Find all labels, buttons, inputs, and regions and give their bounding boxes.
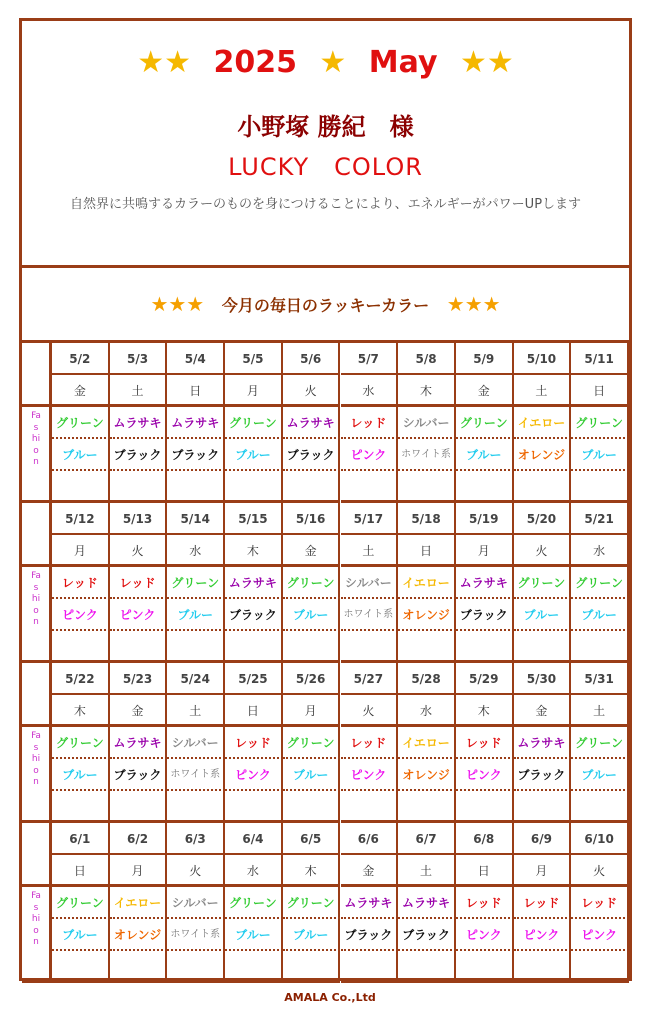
lucky-color-primary: グリーン (283, 887, 341, 919)
day-column (167, 503, 225, 663)
day-column (52, 503, 110, 663)
date-cell: 5/13 (110, 503, 168, 535)
day-column (283, 823, 341, 983)
blank-cell (514, 471, 572, 503)
day-columns (52, 343, 629, 503)
week-block (22, 663, 629, 823)
date-cell: 6/1 (52, 823, 110, 855)
lucky-color-primary: グリーン (225, 887, 283, 919)
lucky-color-primary: グリーン (571, 567, 629, 599)
sheet-header (22, 21, 629, 268)
lucky-color-primary: グリーン (52, 727, 110, 759)
day-column (110, 343, 168, 503)
weekday-cell: 金 (514, 695, 572, 727)
date-cell: 6/7 (398, 823, 456, 855)
day-column (398, 663, 456, 823)
date-cell: 5/8 (398, 343, 456, 375)
lucky-color-secondary: ピンク (110, 599, 168, 631)
week-block (22, 823, 629, 983)
day-column (52, 823, 110, 983)
lucky-color-secondary: ブラック (514, 759, 572, 791)
date-cell: 6/3 (167, 823, 225, 855)
weekday-cell: 木 (398, 375, 456, 407)
lucky-color-secondary: ブラック (225, 599, 283, 631)
lucky-color-primary: レッド (514, 887, 572, 919)
lucky-color-primary: ムラサキ (456, 567, 514, 599)
lucky-color-primary: グリーン (52, 887, 110, 919)
date-cell: 6/5 (283, 823, 341, 855)
side-blank-cell (22, 823, 52, 887)
blank-cell (283, 471, 341, 503)
lucky-color-secondary: ピンク (341, 439, 399, 471)
blank-cell (398, 631, 456, 663)
calendar-grid (22, 343, 629, 983)
blank-cell (571, 471, 629, 503)
lucky-color-primary: レッド (456, 887, 514, 919)
date-cell: 5/22 (52, 663, 110, 695)
lucky-color-primary: シルバー (167, 887, 225, 919)
day-column (283, 343, 341, 503)
date-cell: 6/4 (225, 823, 283, 855)
date-cell: 5/24 (167, 663, 225, 695)
star-icon-sub-right: ★★★ (446, 292, 501, 316)
day-column (341, 503, 399, 663)
day-column (225, 503, 283, 663)
side-blank-cell (22, 663, 52, 727)
lucky-color-secondary: ピンク (225, 759, 283, 791)
lucky-color-primary: グリーン (571, 727, 629, 759)
date-cell: 5/9 (456, 343, 514, 375)
weekday-cell: 土 (398, 855, 456, 887)
blank-cell (456, 631, 514, 663)
blank-cell (341, 951, 399, 983)
blank-cell (167, 631, 225, 663)
day-columns (52, 503, 629, 663)
fashion-label: Fashion (31, 731, 41, 787)
day-column (110, 663, 168, 823)
week-block (22, 503, 629, 663)
lucky-color-primary: ムラサキ (110, 727, 168, 759)
lucky-color-secondary: ブルー (456, 439, 514, 471)
day-columns (52, 663, 629, 823)
blank-cell (225, 471, 283, 503)
lucky-color-secondary: ブルー (52, 439, 110, 471)
star-icon-sub-left: ★★★ (150, 292, 205, 316)
blank-cell (167, 471, 225, 503)
lucky-color-primary: レッド (456, 727, 514, 759)
day-column (52, 663, 110, 823)
blank-cell (225, 791, 283, 823)
day-column (514, 823, 572, 983)
day-column (571, 663, 629, 823)
weekday-cell: 火 (571, 855, 629, 887)
blank-cell (398, 951, 456, 983)
blank-cell (167, 791, 225, 823)
lucky-color-secondary: ピンク (571, 919, 629, 951)
day-column (456, 823, 514, 983)
weekday-cell: 土 (110, 375, 168, 407)
blank-cell (283, 951, 341, 983)
lucky-color-secondary: ブルー (283, 759, 341, 791)
weekday-cell: 日 (398, 535, 456, 567)
date-cell: 6/10 (571, 823, 629, 855)
day-column (456, 503, 514, 663)
date-cell: 5/23 (110, 663, 168, 695)
lucky-color-secondary: ブラック (167, 439, 225, 471)
lucky-color-secondary: ピンク (456, 759, 514, 791)
description-text: 自然界に共鳴するカラーのものを身につけることにより、エネルギーがパワーUPします (69, 197, 582, 212)
day-column (167, 823, 225, 983)
blank-cell (110, 631, 168, 663)
lucky-color-sheet (19, 18, 632, 981)
date-cell: 5/16 (283, 503, 341, 535)
blank-cell (398, 471, 456, 503)
day-column (225, 343, 283, 503)
day-column (341, 343, 399, 503)
day-column (167, 343, 225, 503)
day-column (514, 503, 572, 663)
blank-cell (52, 791, 110, 823)
star-icon-right: ★★ (459, 45, 514, 80)
weekday-cell: 金 (456, 375, 514, 407)
date-cell: 5/19 (456, 503, 514, 535)
side-blank-cell (22, 343, 52, 407)
date-cell: 6/2 (110, 823, 168, 855)
lucky-color-primary: シルバー (341, 567, 399, 599)
weekday-cell: 金 (110, 695, 168, 727)
lucky-color-primary: レッド (225, 727, 283, 759)
blank-cell (571, 631, 629, 663)
lucky-color-secondary: ブラック (110, 759, 168, 791)
day-column (52, 343, 110, 503)
lucky-color-primary: グリーン (167, 567, 225, 599)
lucky-color-secondary: ブラック (398, 919, 456, 951)
lucky-color-primary: ムラサキ (283, 407, 341, 439)
weekday-cell: 土 (571, 695, 629, 727)
weekday-cell: 月 (225, 375, 283, 407)
date-cell: 5/21 (571, 503, 629, 535)
day-column (341, 663, 399, 823)
lucky-color-secondary: ブルー (283, 919, 341, 951)
lucky-color-secondary: ピンク (52, 599, 110, 631)
lucky-color-primary: ムラサキ (167, 407, 225, 439)
blank-cell (110, 471, 168, 503)
weekday-cell: 金 (341, 855, 399, 887)
lucky-color-secondary: ホワイト系 (167, 759, 225, 791)
blank-cell (225, 631, 283, 663)
lucky-color-secondary: ホワイト系 (398, 439, 456, 471)
fashion-side-cell (22, 887, 52, 983)
lucky-color-primary: グリーン (456, 407, 514, 439)
weekday-cell: 水 (341, 375, 399, 407)
lucky-color-primary: グリーン (52, 407, 110, 439)
day-column (110, 503, 168, 663)
lucky-color-primary: ムラサキ (110, 407, 168, 439)
weekday-cell: 日 (167, 375, 225, 407)
blank-cell (283, 631, 341, 663)
date-cell: 5/17 (341, 503, 399, 535)
date-cell: 5/6 (283, 343, 341, 375)
date-cell: 5/20 (514, 503, 572, 535)
weekday-cell: 金 (283, 535, 341, 567)
date-cell: 5/28 (398, 663, 456, 695)
blank-cell (52, 631, 110, 663)
blank-cell (110, 951, 168, 983)
date-cell: 5/15 (225, 503, 283, 535)
weekday-cell: 水 (571, 535, 629, 567)
weekday-cell: 水 (167, 535, 225, 567)
weekday-cell: 月 (456, 535, 514, 567)
lucky-color-secondary: ブラック (456, 599, 514, 631)
lucky-color-primary: レッド (341, 407, 399, 439)
date-cell: 5/4 (167, 343, 225, 375)
lucky-color-primary: イエロー (398, 567, 456, 599)
weekday-cell: 金 (52, 375, 110, 407)
lucky-color-primary: シルバー (398, 407, 456, 439)
lucky-color-primary: ムラサキ (514, 727, 572, 759)
lucky-color-secondary: ブルー (167, 599, 225, 631)
lucky-color-primary: レッド (52, 567, 110, 599)
fashion-label: Fashion (31, 411, 41, 467)
blank-cell (341, 631, 399, 663)
day-column (571, 503, 629, 663)
lucky-color-secondary: ブルー (52, 759, 110, 791)
weekday-cell: 火 (514, 535, 572, 567)
day-column (398, 343, 456, 503)
blank-cell (456, 951, 514, 983)
lucky-color-primary: グリーン (283, 727, 341, 759)
day-column (456, 343, 514, 503)
blank-cell (341, 471, 399, 503)
fashion-side-cell (22, 567, 52, 663)
weekday-cell: 木 (52, 695, 110, 727)
day-column (225, 663, 283, 823)
blank-cell (283, 791, 341, 823)
title-row (22, 45, 629, 80)
lucky-color-primary: レッド (571, 887, 629, 919)
lucky-color-primary: グリーン (571, 407, 629, 439)
date-cell: 5/2 (52, 343, 110, 375)
weekday-cell: 木 (456, 695, 514, 727)
lucky-color-secondary: ブルー (52, 919, 110, 951)
day-column (341, 823, 399, 983)
blank-cell (110, 791, 168, 823)
lucky-color-secondary: オレンジ (514, 439, 572, 471)
week-block (22, 343, 629, 503)
weekday-cell: 土 (341, 535, 399, 567)
lucky-color-primary: ムラサキ (341, 887, 399, 919)
day-column (514, 663, 572, 823)
blank-cell (398, 791, 456, 823)
blank-cell (341, 791, 399, 823)
lucky-color-primary: イエロー (398, 727, 456, 759)
day-column (167, 663, 225, 823)
date-cell: 5/7 (341, 343, 399, 375)
lucky-color-primary: イエロー (110, 887, 168, 919)
date-cell: 5/5 (225, 343, 283, 375)
day-column (225, 823, 283, 983)
lucky-color-secondary: ブラック (110, 439, 168, 471)
date-cell: 5/3 (110, 343, 168, 375)
lucky-color-secondary: オレンジ (398, 599, 456, 631)
weekday-cell: 月 (52, 535, 110, 567)
day-column (283, 663, 341, 823)
date-cell: 5/11 (571, 343, 629, 375)
weekday-cell: 土 (167, 695, 225, 727)
day-column (283, 503, 341, 663)
blank-cell (571, 791, 629, 823)
weekday-cell: 水 (225, 855, 283, 887)
blank-cell (456, 791, 514, 823)
weekday-cell: 木 (225, 535, 283, 567)
month-label: May (368, 45, 438, 80)
day-column (110, 823, 168, 983)
date-cell: 6/8 (456, 823, 514, 855)
lucky-color-primary: グリーン (283, 567, 341, 599)
blank-cell (514, 791, 572, 823)
lucky-color-secondary: ブルー (225, 919, 283, 951)
date-cell: 6/6 (341, 823, 399, 855)
daily-section-header (22, 268, 629, 343)
day-column (571, 343, 629, 503)
lucky-color-secondary: ピンク (456, 919, 514, 951)
weekday-cell: 火 (283, 375, 341, 407)
recipient-name: 小野塚 勝紀 様 (237, 113, 414, 141)
date-cell: 5/10 (514, 343, 572, 375)
lucky-color-secondary: ブラック (283, 439, 341, 471)
blank-cell (52, 471, 110, 503)
blank-cell (52, 951, 110, 983)
lucky-color-primary: レッド (341, 727, 399, 759)
blank-cell (571, 951, 629, 983)
lucky-color-primary: イエロー (514, 407, 572, 439)
lucky-color-secondary: ブラック (341, 919, 399, 951)
company-footer: AMALA Co.,Ltd (284, 991, 376, 1004)
date-cell: 5/27 (341, 663, 399, 695)
weekday-cell: 土 (514, 375, 572, 407)
date-cell: 5/26 (283, 663, 341, 695)
blank-cell (225, 951, 283, 983)
lucky-color-secondary: ブルー (571, 439, 629, 471)
lucky-color-primary: ムラサキ (398, 887, 456, 919)
date-cell: 5/29 (456, 663, 514, 695)
side-blank-cell (22, 503, 52, 567)
weekday-cell: 火 (110, 535, 168, 567)
lucky-color-secondary: ホワイト系 (167, 919, 225, 951)
weekday-cell: 日 (571, 375, 629, 407)
lucky-color-secondary: ピンク (341, 759, 399, 791)
date-cell: 5/14 (167, 503, 225, 535)
day-column (571, 823, 629, 983)
blank-cell (514, 631, 572, 663)
weekday-cell: 火 (341, 695, 399, 727)
fashion-label: Fashion (31, 571, 41, 627)
blank-cell (514, 951, 572, 983)
blank-cell (456, 471, 514, 503)
lucky-color-secondary: オレンジ (110, 919, 168, 951)
daily-section-title-row (22, 292, 629, 316)
lucky-color-secondary: ブルー (283, 599, 341, 631)
fashion-label: Fashion (31, 891, 41, 947)
day-column (398, 503, 456, 663)
weekday-cell: 水 (398, 695, 456, 727)
year-label: 2025 (213, 45, 297, 80)
daily-section-title: 今月の毎日のラッキーカラー (221, 296, 430, 315)
lucky-color-primary: レッド (110, 567, 168, 599)
fashion-side-cell (22, 407, 52, 503)
lucky-color-secondary: ブルー (514, 599, 572, 631)
day-columns (52, 823, 629, 983)
lucky-color-secondary: ピンク (514, 919, 572, 951)
date-cell: 5/31 (571, 663, 629, 695)
day-column (456, 663, 514, 823)
weekday-cell: 火 (167, 855, 225, 887)
weekday-cell: 日 (52, 855, 110, 887)
date-cell: 5/30 (514, 663, 572, 695)
lucky-color-heading: LUCKY COLOR (228, 153, 423, 181)
fashion-side-cell (22, 727, 52, 823)
star-icon-middle: ★ (319, 45, 347, 80)
weekday-cell: 月 (110, 855, 168, 887)
weekday-cell: 日 (456, 855, 514, 887)
date-cell: 5/18 (398, 503, 456, 535)
lucky-color-secondary: ホワイト系 (341, 599, 399, 631)
date-cell: 6/9 (514, 823, 572, 855)
blank-cell (167, 951, 225, 983)
lucky-color-secondary: ブルー (225, 439, 283, 471)
lucky-color-secondary: オレンジ (398, 759, 456, 791)
lucky-color-primary: シルバー (167, 727, 225, 759)
weekday-cell: 日 (225, 695, 283, 727)
weekday-cell: 月 (283, 695, 341, 727)
lucky-color-primary: ムラサキ (225, 567, 283, 599)
star-icon-left: ★★ (137, 45, 192, 80)
lucky-color-primary: グリーン (514, 567, 572, 599)
date-cell: 5/12 (52, 503, 110, 535)
weekday-cell: 月 (514, 855, 572, 887)
weekday-cell: 木 (283, 855, 341, 887)
lucky-color-secondary: ブルー (571, 599, 629, 631)
lucky-color-secondary: ブルー (571, 759, 629, 791)
day-column (398, 823, 456, 983)
day-column (514, 343, 572, 503)
date-cell: 5/25 (225, 663, 283, 695)
lucky-color-primary: グリーン (225, 407, 283, 439)
